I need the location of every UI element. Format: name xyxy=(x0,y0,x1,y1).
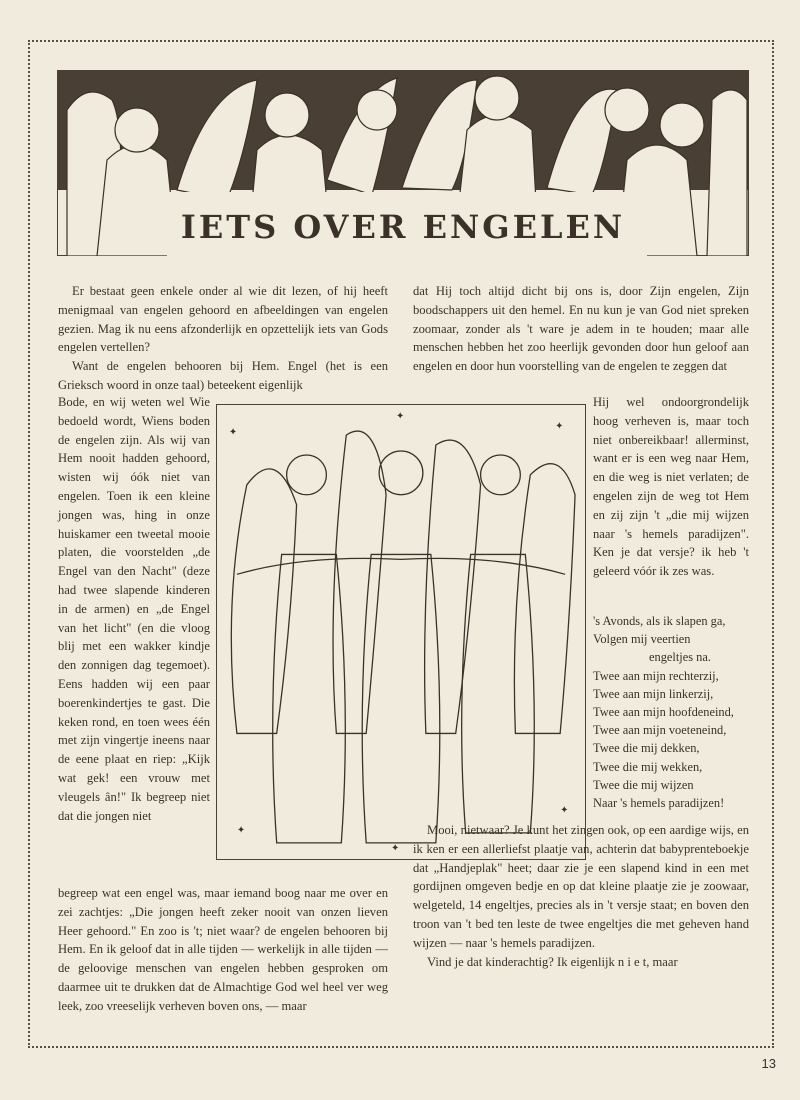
right-column-side xyxy=(593,393,749,581)
svg-text:✦: ✦ xyxy=(396,411,405,423)
page-number: 13 xyxy=(761,1056,776,1071)
poem-line: Twee aan mijn hoofdeneind, xyxy=(593,705,734,720)
poem-line: 's Avonds, als ik slapen ga, xyxy=(593,614,726,628)
paragraph: Vind je dat kinderachtig? Ik eigenlijk n i e t, maar xyxy=(427,954,678,969)
paragraph: Want de engelen behooren bij Hem. Engel (het is een Grieksch woord in onze taal) beteekent eigenlijk xyxy=(58,359,388,392)
right-column-bottom xyxy=(413,821,749,971)
article-title: IETS OVER ENGELEN xyxy=(180,208,626,246)
poem-line: Twee aan mijn linkerzij, xyxy=(593,686,714,701)
poem xyxy=(593,612,753,812)
poem-line: Volgen mij veertien xyxy=(593,632,691,647)
left-column-top xyxy=(58,282,388,395)
paragraph: Mooi, nietwaar? Je kunt het zingen ook, op een aardige wijs, en ik ken er een allerliefst plaatje van, achterin dat babyprenteboekje dat „Handjeplak" heet; daar zie je een slapend kind in een met gordijnen omgeven bedje en op dat kleine plaatje zie je zoowaar, welgeteld, 14 engeltjes, precies als in 't versje staat; en boven den troon van 't bed ten leste de twee engeltjes die met geheven hand wijzen — naar 's hemels paradijzen. xyxy=(413,823,749,950)
paragraph: dat Hij toch altijd dicht bij ons is, door Zijn engelen, Zijn boodschappers uit den hemel. En nu kun je van God niet spreken zoomaar, zonder als 't ware je adem in te houden; maar alle menschen hebben het zoo heerlijk gevonden door hun geloof aan engelen en door hun voorstelling van de engelen te zeggen dat xyxy=(413,284,749,374)
svg-text:✦: ✦ xyxy=(228,427,238,439)
paragraph: Hij wel ondoorgrondelijk hoog verheven is, maar toch niet onbereikbaar! allerminst, want er is een weg naar Hem, en die weg is niet verlaten; de engelen zijn de weg tot Hem en zij zijn 't „die mij wijzen naar 's hemels paradijzen". Ken je dat versje? ik heb 't geleerd vóór ik zes was. xyxy=(593,395,749,579)
poem-line: Twee die mij wekken, xyxy=(593,759,703,774)
poem-line: Naar 's hemels paradijzen! xyxy=(593,796,725,811)
poem-line: engeltjes na. xyxy=(649,650,711,665)
poem-line: Twee aan mijn voeteneind, xyxy=(593,723,727,738)
poem-line: Twee aan mijn rechterzij, xyxy=(593,668,719,683)
svg-text:✦: ✦ xyxy=(560,805,569,817)
svg-text:✦: ✦ xyxy=(236,824,246,836)
paragraph: Er bestaat geen enkele onder al wie dit lezen, of hij heeft menigmaal van engelen gehoord en afbeeldingen van engelen gezien. Mag ik nu eens afzonderlijk en opzettelijk iets van Gods engelen vertellen? xyxy=(58,284,388,355)
right-column-top xyxy=(413,282,749,376)
paragraph: begreep wat een engel was, maar iemand boog naar me over en zei zachtjes: „Die jongen heeft zeker nooit van onzen lieven Heer gehoord." En zoo is 't; niet waar? de engelen behooren bij Hem. En ik geloof dat in alle tijden — werkelijk in alle tijden — de geloovige menschen van engelen hebben gesproken om daarmee uit te drukken dat de Almachtige God wel heel ver weg leek, zoo vreeselijk verheven boven ons, — maar xyxy=(58,886,388,1013)
svg-text:✦: ✦ xyxy=(391,842,400,854)
poem-line: Twee die mij dekken, xyxy=(593,741,700,756)
poem-line: Twee die mij wijzen xyxy=(593,777,694,792)
paragraph: Bode, en wij weten wel Wie bedoeld wordt, Wiens boden de engelen zijn. Als wij van Hem nooit hadden gehoord, wisten wij óók niet van engelen. Toen ik een kleine jongen was, hing in onze huiskamer een tweetal mooie platen, die voorstelden „de Engel van den Nacht" (deze had twee slapende kinderen in de armen) en „de Engel van het licht" (en die vloog blij met een wakker kindje den zonnigen dag tegemoet). Eens hadden wij een paar boerenkindertjes te gast. Die keken rond, en toen wees één met zijn vingertje ineens naar de eene plaat en riep: „Kijk wat gek! een vrouw met vleugels ân!" Ik begreep niet dat die jongen niet xyxy=(58,395,210,823)
three-angels-illustration xyxy=(216,404,586,860)
left-column-side xyxy=(58,393,210,825)
svg-text:✦: ✦ xyxy=(555,421,564,433)
left-column-bottom xyxy=(58,884,388,1016)
